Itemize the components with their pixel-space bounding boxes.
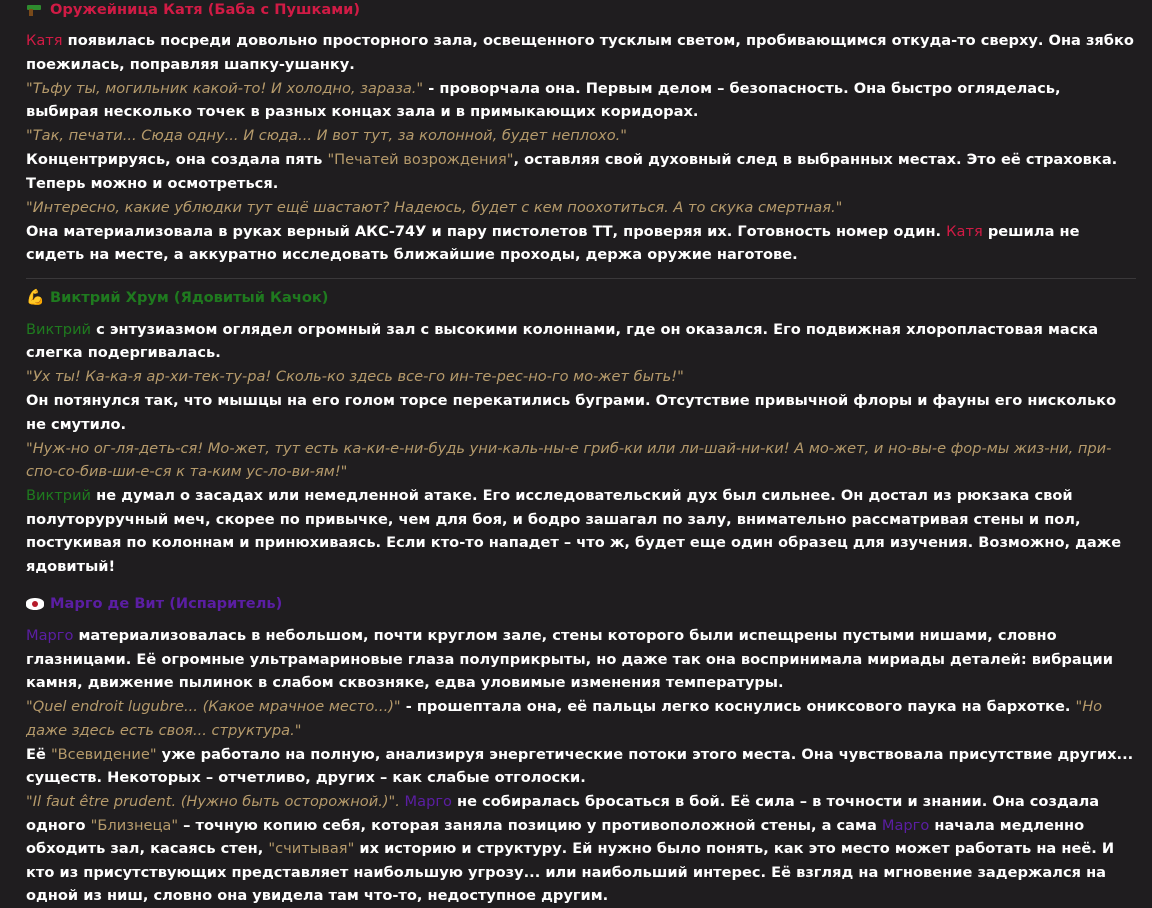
paragraph — [26, 365, 1136, 389]
paragraph — [26, 624, 1136, 695]
gun-icon — [26, 1, 44, 19]
text: Она материализовала в руках верный АКС-74У и пару пистолетов ТТ, проверяя их. Готовность номер один. — [26, 222, 947, 240]
text: Её — [26, 745, 51, 763]
section-header — [26, 288, 1136, 308]
text: с энтузиазмом оглядел огромный зал с высокими колоннами, где он оказался. Его подвижная хлоропластовая маска слегка подергивалась. — [26, 320, 1099, 361]
divider — [26, 584, 1136, 585]
text: уже работало на полную, анализируя энергетические потоки этого места. Она чувствовала присутствие других... существ. Некоторых – отчетливо, других – как слабые отголоски. — [26, 745, 1134, 786]
section-header — [26, 0, 1136, 20]
text: не собиралась бросаться в бой. Её сила – в точности и знании. Она создала одного — [26, 793, 1100, 834]
section-title: Марго де Вит (Испаритель) — [50, 595, 283, 612]
paragraph — [26, 790, 1136, 908]
quote: "Quel endroit lugubre... (Какое мрачное место...)" — [26, 698, 401, 715]
highlight: "Близнеца" — [90, 816, 179, 834]
text: – точную копию себя, которая заняла позицию у противоположной стены, а сама — [178, 816, 882, 834]
section-margo — [26, 594, 1136, 908]
paragraph — [26, 196, 1136, 220]
quote: "Интересно, какие ублюдки тут ещё шастают? Надеюсь, будет с кем поохотиться. А то скука смертная." — [26, 198, 843, 216]
quote: "Так, печати... Сюда одну... И сюда... И вот тут, за колонной, будет неплохо." — [26, 127, 627, 144]
quote: "Il faut être prudent. (Нужно быть осторожной.)". — [26, 793, 400, 810]
text: материализовалась в небольшом, почти круглом зале, стены которого были испещрены пустыми нишами, словно глазницами. Её огромные ультрамариновые глаза полуприкрыты, но даже так она воспринимала мириады деталей: вибрации камня, движение пылинок в слабом сквозняке, едва уловимые изменения температуры. — [26, 627, 1113, 691]
section-viktriy — [26, 288, 1136, 579]
character-name: Марго — [881, 816, 930, 834]
text: - прошептала она, её пальцы легко коснулись ониксового паука на бархотке. — [400, 698, 1076, 715]
quote: "Но даже здесь есть своя... структура." — [26, 698, 1103, 739]
character-name: Марго — [399, 793, 452, 810]
character-name: Марго — [26, 627, 74, 644]
text: начала медленно обходить зал, касаясь стен, — [26, 816, 1085, 857]
paragraph — [26, 220, 1136, 267]
paragraph — [26, 695, 1136, 742]
section-title: Виктрий Хрум (Ядовитый Качок) — [50, 288, 329, 306]
eye-icon — [26, 598, 44, 610]
paragraph — [26, 389, 1136, 436]
text: Он потянулся так, что мышцы на его голом торсе перекатились буграми. Отсутствие привычной флоры и фауны его нисколько не смутило. — [26, 392, 1117, 433]
section-katya — [26, 0, 1136, 267]
highlight: "Печатей возрождения" — [327, 151, 514, 168]
paragraph — [26, 148, 1136, 195]
text: Концентрируясь, она создала пять — [26, 151, 328, 168]
text: решила не сидеть на месте, а аккуратно исследовать ближайшие проходы, держа оружие наготове. — [26, 222, 1080, 263]
text: появилась посреди довольно просторного зала, освещенного тусклым светом, пробивающимся откуда-то сверху. Она зябко поежилась, поправляя шапку-ушанку. — [26, 32, 1134, 73]
quote: "Нуж-но ог-ля-деть-ся! Мо-жет, тут есть ка-ки-е-ни-будь уни-каль-ны-е гриб-ки или ли-шай-ни-ки! А мо-жет, и но-вы-е фор-мы жиз-ни, при-спо-со-бив-ши-е-ся к та-ким ус-ло-ви-ям!" — [26, 439, 1112, 480]
text: их историю и структуру. Ей нужно было понять, как это место может работать на неё. И кто из присутствующих представляет наибольшую угрозу... или наибольший интерес. Её взгляд на мгновение задержался на одной из ниш, словно она увидела там что-то, недоступное другим. — [26, 840, 1115, 904]
quote: "Ух ты! Ка-ка-я ар-хи-тек-ту-ра! Сколь-ко здесь все-го ин-те-рес-но-го мо-жет быть!" — [26, 368, 684, 385]
highlight: "Всевидение" — [50, 745, 157, 763]
character-name: Катя — [26, 32, 63, 49]
paragraph — [26, 124, 1136, 148]
text: не думал о засадах или немедленной атаке. Его исследовательский дух был сильнее. Он достал из рюкзака свой полуторуручный меч, скорее по привычке, чем для боя, и бодро зашагал по залу, внимательно рассматривая стены и пол, постукивая по колоннам и принюхиваясь. Если кто-то нападет – что ж, будет еще один образец для изучения. Возможно, даже ядовитый! — [26, 487, 1122, 575]
character-name: Виктрий — [26, 487, 92, 504]
paragraph — [26, 437, 1136, 484]
character-name: Катя — [946, 222, 983, 240]
paragraph — [26, 318, 1136, 365]
text: , оставляя свой духовный след в выбранных местах. Это её страховка. Теперь можно и осмотреться. — [26, 151, 1118, 192]
paragraph — [26, 77, 1136, 124]
highlight: "считывая" — [268, 840, 355, 857]
muscle-icon — [26, 289, 44, 307]
paragraph — [26, 484, 1136, 578]
section-header — [26, 594, 1136, 614]
paragraph — [26, 743, 1136, 790]
chat-log — [26, 0, 1136, 908]
section-title: Оружейница Катя (Баба с Пушками) — [50, 1, 361, 18]
divider — [26, 278, 1136, 279]
text: - проворчала она. Первым делом – безопасность. Она быстро огляделась, выбирая несколько точек в разных концах зала и в примыкающих коридорах. — [26, 79, 1061, 120]
quote: "Тьфу ты, могильник какой-то! И холодно, зараза." — [26, 79, 424, 97]
paragraph — [26, 29, 1136, 76]
character-name: Виктрий — [26, 320, 92, 338]
